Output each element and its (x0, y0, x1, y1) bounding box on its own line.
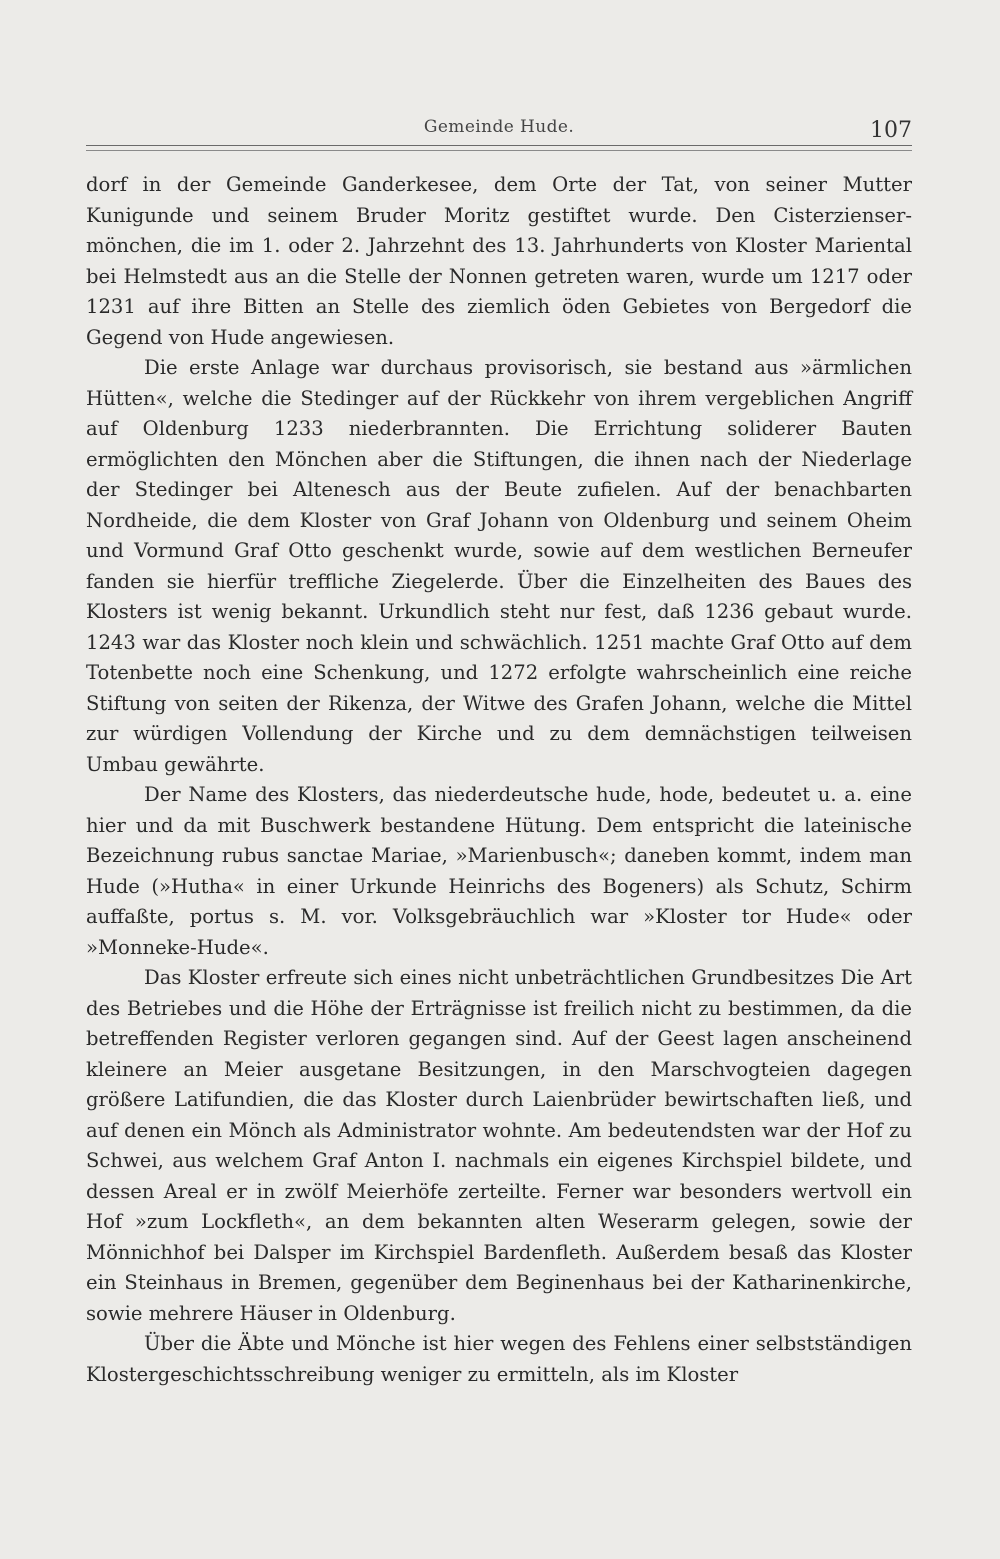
paragraph-3: Der Name des Klosters, das niederdeutsche hude, hode, bedeutet u. a. eine hier und da mit Buschwerk bestandene Hütung. Dem entspricht die lateinische Bezeichnung rubus sanctae Mariae, »Marienbusch«; daneben kommt, indem man Hude (»Hutha« in einer Urkunde Heinrichs des Bogeners) als Schutz, Schirm auffaßte, portus s. M. vor. Volksgebräuchlich war »Kloster tor Hude« oder »Monneke-Hude«. (86, 783, 912, 959)
running-head (86, 114, 912, 142)
page-number: 107 (870, 118, 912, 143)
paragraph-5: Über die Äbte und Mönche ist hier wegen des Fehlens einer selbstständigen Klostergeschichtsschreibung weniger zu ermitteln, als im Kloster (86, 1332, 912, 1386)
body-text (86, 170, 912, 1390)
paragraph-2: Die erste Anlage war durchaus provisorisch, sie bestand aus »ärmlichen Hütten«, welche die Stedinger auf der Rückkehr von ihrem vergeblichen Angriff auf Oldenburg 1233 niederbrannten. Die Errichtung soliderer Bauten ermöglichten den Mönchen aber die Stiftungen, die ihnen nach der Niederlage der Stedinger bei Altenesch aus der Beute zufielen. Auf der benachbarten Nordheide, die dem Kloster von Graf Johann von Oldenburg und seinem Oheim und Vormund Graf Otto geschenkt wurde, sowie auf dem westlichen Berneufer fanden sie hierfür treffliche Ziegelerde. Über die Einzelheiten des Baues des Klosters ist wenig bekannt. Urkundlich steht nur fest, daß 1236 gebaut wurde. 1243 war das Kloster noch klein und schwächlich. 1251 machte Graf Otto auf dem Totenbette noch eine Schenkung, und 1272 erfolgte wahrscheinlich eine reiche Stiftung von seiten der Rikenza, der Witwe des Grafen Johann, welche die Mittel zur würdigen Vollendung der Kirche und zu dem demnächstigen teilweisen Umbau gewährte. (86, 356, 912, 776)
running-title: Gemeinde Hude. (423, 117, 575, 137)
header-rule (86, 145, 912, 146)
header-rule-secondary (86, 150, 912, 151)
paragraph-4: Das Kloster erfreute sich eines nicht unbeträchtlichen Grundbesitzes Die Art des Betriebes und die Höhe der Erträgnisse ist freilich nicht zu bestimmen, da die betreffenden Register verloren gegangen sind. Auf der Geest lagen anscheinend kleinere an Meier ausgetane Besitzungen, in den Marschvogteien dagegen größere Latifundien, die das Kloster durch Laienbrüder bewirtschaften ließ, und auf denen ein Mönch als Administrator wohnte. Am bedeutendsten war der Hof zu Schwei, aus welchem Graf Anton I. nachmals ein eigenes Kirchspiel bildete, und dessen Areal er in zwölf Meierhöfe zerteilte. Ferner war besonders wertvoll ein Hof »zum Lockfleth«, an dem bekannten alten Weserarm gelegen, sowie der Mönnichhof bei Dalsper im Kirchspiel Bardenfleth. Außerdem besaß das Kloster ein Steinhaus in Bremen, gegenüber dem Beginenhaus bei der Katharinenkirche, sowie mehrere Häuser in Oldenburg. (86, 966, 912, 1325)
paragraph-1: dorf in der Gemeinde Ganderkesee, dem Orte der Tat, von seiner Mutter Kunigunde und seinem Bruder Moritz gestiftet wurde. Den Cisterzienser-mönchen, die im 1. oder 2. Jahrzehnt des 13. Jahrhunderts von Kloster Mariental bei Helmstedt aus an die Stelle der Nonnen getreten waren, wurde um 1217 oder 1231 auf ihre Bitten an Stelle des ziemlich öden Gebietes von Bergedorf die Gegend von Hude angewiesen. (86, 173, 912, 349)
